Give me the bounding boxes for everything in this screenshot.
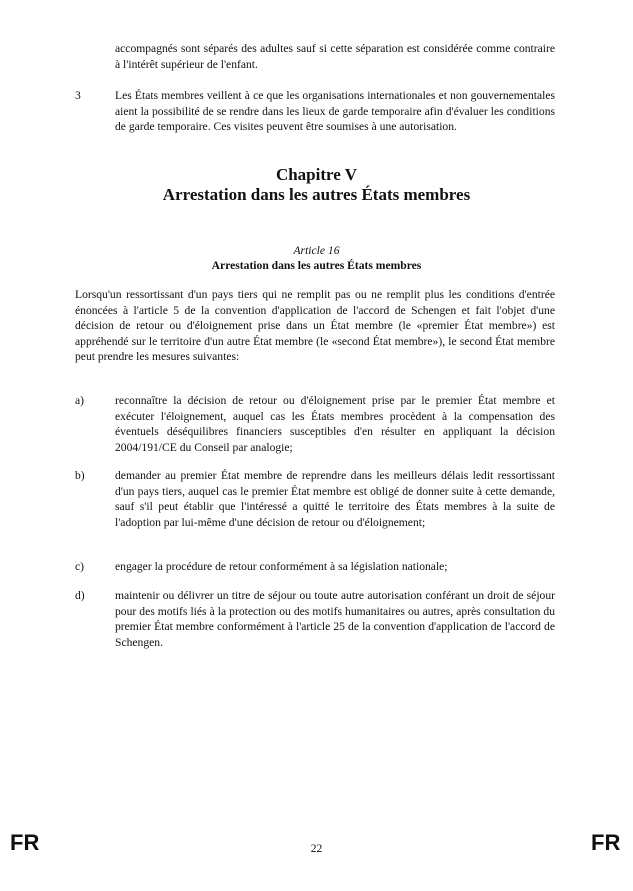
list-item-label: b) (75, 469, 85, 482)
list-item-label: c) (75, 560, 85, 573)
chapter-title: Arrestation dans les autres États membres (162, 185, 471, 204)
list-item-text: maintenir ou délivrer un titre de séjour ou toute autre autorisation conférant un droit de séjour pour des motifs liés à la protection ou des motifs humanitaires ou autres, après consultation du premier État membre conformément à l'article 25 de la convention d'application de l'accord de Schengen. (115, 589, 555, 649)
list-item-label: a) (75, 394, 85, 407)
list-item-text: demander au premier État membre de reprendre dans les meilleurs délais ledit ressortissant d'un pays tiers, auquel cas le premier État membre est obligé de donner suite à cette demande, sauf s'il peut établir que l'intéressé a quitté le territoire des États membres à la suite de l'adoption par lui-même d'une décision de retour ou d'éloignement; (115, 469, 555, 529)
page-number: 22 (310, 842, 323, 855)
list-item-text: engager la procédure de retour conformément à sa législation nationale; (115, 560, 448, 573)
article-title: Arrestation dans les autres États membres (211, 259, 422, 272)
continuation-paragraph: accompagnés sont séparés des adultes sauf si cette séparation est considérée comme contraire à l'intérêt supérieur de l'enfant. (115, 42, 555, 71)
article-number: Article 16 (293, 244, 340, 257)
list-item-label: d) (75, 589, 85, 602)
article-intro-paragraph: Lorsqu'un ressortissant d'un pays tiers qui ne remplit pas ou ne remplit plus les conditions d'entrée énoncées à l'article 5 de la convention d'application de l'accord de Schengen et fait l'objet d'une décision de retour ou d'éloignement prise dans un État membre (le «premier État membre») est appréhendé sur le territoire d'un autre État membre (le «second État membre»), le second État membre peut prendre les mesures suivantes: (75, 288, 555, 364)
chapter-number: Chapitre V (275, 165, 358, 184)
list-item-text: reconnaître la décision de retour ou d'éloignement prise par le premier État membre et exécuter l'éloignement, auquel cas les États membres procèdent à la compensation des éventuels déséquilibres financiers susceptibles d'en résulter en appliquant la décision 2004/191/CE du Conseil par analogie; (115, 394, 555, 454)
paragraph-number: 3 (75, 89, 81, 102)
paragraph-3: Les États membres veillent à ce que les organisations internationales et non gouvernementales aient la possibilité de se rendre dans les lieux de garde temporaire afin d'évaluer les conditions de garde temporaire. Ces visites peuvent être soumises à une autorisation. (115, 89, 555, 134)
language-code-left: FR (10, 830, 40, 855)
language-code-right: FR (591, 830, 621, 855)
